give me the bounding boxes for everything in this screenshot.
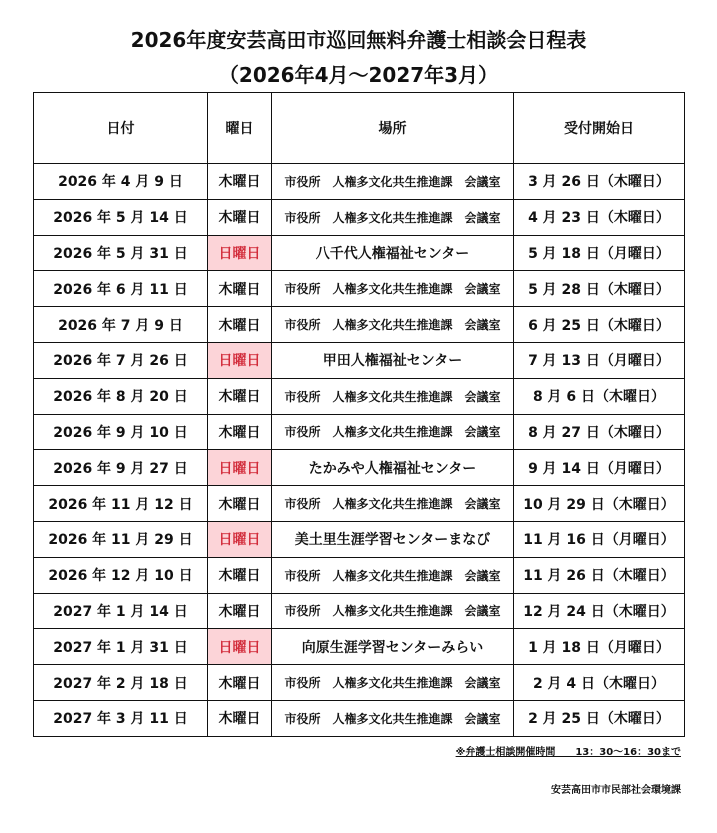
cell-weekday: 日曜日 — [208, 450, 272, 486]
cell-date: 2026 年 5 月 31 日 — [34, 235, 208, 271]
cell-place: 市役所 人権多文化共生推進課 会議室 — [272, 700, 514, 736]
cell-date: 2026 年 7 月 26 日 — [34, 342, 208, 378]
cell-date: 2026 年 5 月 14 日 — [34, 199, 208, 235]
header-start: 受付開始日 — [514, 93, 685, 164]
cell-date: 2026 年 11 月 29 日 — [34, 521, 208, 557]
cell-start: 5 月 18 日（月曜日） — [514, 235, 685, 271]
cell-place: 市役所 人権多文化共生推進課 会議室 — [272, 271, 514, 307]
cell-start: 12 月 24 日（木曜日） — [514, 593, 685, 629]
cell-date: 2026 年 12 月 10 日 — [34, 557, 208, 593]
table-row — [34, 700, 685, 736]
cell-weekday: 木曜日 — [208, 307, 272, 343]
cell-weekday: 木曜日 — [208, 199, 272, 235]
cell-place: 市役所 人権多文化共生推進課 会議室 — [272, 486, 514, 522]
table-row — [34, 235, 685, 271]
cell-weekday: 木曜日 — [208, 164, 272, 200]
cell-start: 11 月 26 日（木曜日） — [514, 557, 685, 593]
cell-date: 2027 年 3 月 11 日 — [34, 700, 208, 736]
cell-start: 6 月 25 日（木曜日） — [514, 307, 685, 343]
cell-weekday: 木曜日 — [208, 557, 272, 593]
cell-place: 美土里生涯学習センターまなび — [272, 521, 514, 557]
cell-place: 向原生涯学習センターみらい — [272, 629, 514, 665]
table-row — [34, 450, 685, 486]
cell-place: 市役所 人権多文化共生推進課 会議室 — [272, 665, 514, 701]
cell-start: 4 月 23 日（木曜日） — [514, 199, 685, 235]
cell-date: 2026 年 8 月 20 日 — [34, 378, 208, 414]
cell-start: 11 月 16 日（月曜日） — [514, 521, 685, 557]
cell-start: 2 月 4 日（木曜日） — [514, 665, 685, 701]
cell-start: 5 月 28 日（木曜日） — [514, 271, 685, 307]
cell-start: 3 月 26 日（木曜日） — [514, 164, 685, 200]
cell-date: 2027 年 2 月 18 日 — [34, 665, 208, 701]
cell-date: 2027 年 1 月 31 日 — [34, 629, 208, 665]
cell-weekday: 木曜日 — [208, 593, 272, 629]
table-row — [34, 521, 685, 557]
cell-start: 10 月 29 日（木曜日） — [514, 486, 685, 522]
table-row — [34, 557, 685, 593]
cell-place: 市役所 人権多文化共生推進課 会議室 — [272, 164, 514, 200]
table-row — [34, 486, 685, 522]
cell-start: 2 月 25 日（木曜日） — [514, 700, 685, 736]
header-date: 日付 — [34, 93, 208, 164]
table-row — [34, 164, 685, 200]
cell-weekday: 木曜日 — [208, 414, 272, 450]
cell-start: 7 月 13 日（月曜日） — [514, 342, 685, 378]
cell-date: 2026 年 6 月 11 日 — [34, 271, 208, 307]
cell-weekday: 日曜日 — [208, 521, 272, 557]
table-row — [34, 593, 685, 629]
table-row — [34, 342, 685, 378]
cell-weekday: 日曜日 — [208, 235, 272, 271]
cell-weekday: 木曜日 — [208, 271, 272, 307]
cell-place: 市役所 人権多文化共生推進課 会議室 — [272, 307, 514, 343]
cell-weekday: 木曜日 — [208, 486, 272, 522]
cell-weekday: 木曜日 — [208, 378, 272, 414]
consultation-hours-note: ※弁護士相談開催時間 13：30～16：30まで — [455, 747, 681, 758]
cell-place: 市役所 人権多文化共生推進課 会議室 — [272, 557, 514, 593]
cell-weekday: 日曜日 — [208, 629, 272, 665]
cell-date: 2026 年 7 月 9 日 — [34, 307, 208, 343]
cell-place: 市役所 人権多文化共生推進課 会議室 — [272, 378, 514, 414]
cell-place: 市役所 人権多文化共生推進課 会議室 — [272, 414, 514, 450]
cell-place: 市役所 人権多文化共生推進課 会議室 — [272, 593, 514, 629]
cell-place: 甲田人権福祉センター — [272, 342, 514, 378]
header-weekday: 曜日 — [208, 93, 272, 164]
cell-place: たかみや人権福祉センター — [272, 450, 514, 486]
cell-date: 2026 年 9 月 27 日 — [34, 450, 208, 486]
table-row — [34, 378, 685, 414]
table-body — [34, 164, 685, 737]
document-title: 2026年度安芸高田市巡回無料弁護士相談会日程表 — [130, 28, 587, 52]
cell-start: 9 月 14 日（月曜日） — [514, 450, 685, 486]
cell-date: 2026 年 4 月 9 日 — [34, 164, 208, 200]
department-name: 安芸高田市市民部社会環境課 — [551, 785, 681, 796]
cell-start: 8 月 27 日（木曜日） — [514, 414, 685, 450]
header-place: 場所 — [272, 93, 514, 164]
table-header-row — [34, 93, 685, 164]
cell-date: 2027 年 1 月 14 日 — [34, 593, 208, 629]
cell-place: 市役所 人権多文化共生推進課 会議室 — [272, 199, 514, 235]
cell-start: 8 月 6 日（木曜日） — [514, 378, 685, 414]
cell-place: 八千代人権福祉センター — [272, 235, 514, 271]
table-row — [34, 665, 685, 701]
table-row — [34, 271, 685, 307]
table-row — [34, 414, 685, 450]
table-row — [34, 199, 685, 235]
schedule-table — [33, 92, 685, 737]
cell-weekday: 木曜日 — [208, 665, 272, 701]
document-period: （2026年4月～2027年3月） — [218, 63, 499, 87]
cell-weekday: 日曜日 — [208, 342, 272, 378]
table-row — [34, 307, 685, 343]
table-row — [34, 629, 685, 665]
cell-weekday: 木曜日 — [208, 700, 272, 736]
cell-date: 2026 年 9 月 10 日 — [34, 414, 208, 450]
cell-date: 2026 年 11 月 12 日 — [34, 486, 208, 522]
cell-start: 1 月 18 日（月曜日） — [514, 629, 685, 665]
